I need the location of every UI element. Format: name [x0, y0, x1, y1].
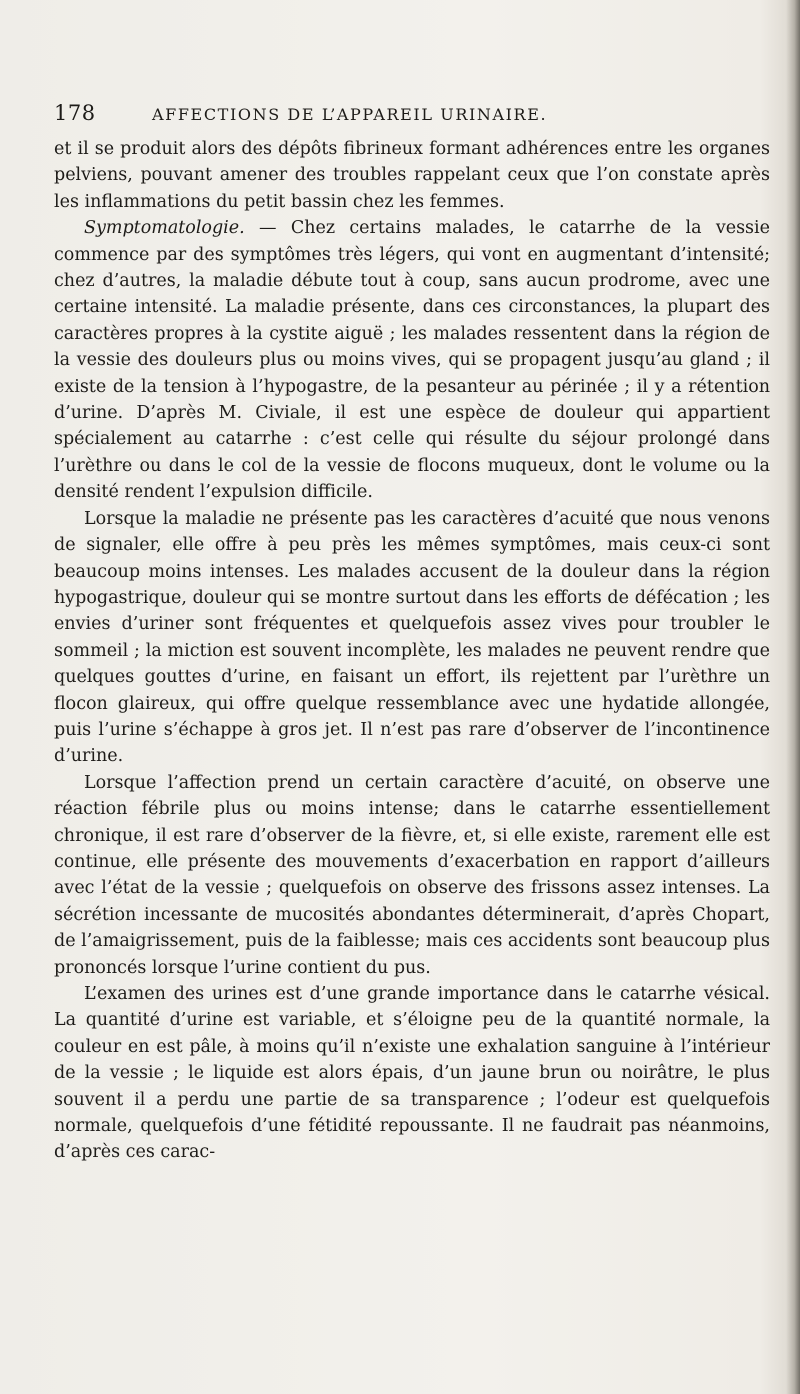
paragraph-text: Lorsque l’affection prend un certain caractère d’acuité, on observe une réaction fébrile plus ou moins intense; dans le catarrhe essentiellement chronique, il est rare d’observer de la fièvre, et, si elle existe, rarement elle est continue, elle présente des mouvements d’exacerbation en rapport d’ailleurs avec l’état de la vessie ; quelquefois on observe des frissons assez intenses. La sécrétion incessante de mucosités abondantes déterminerait, d’après Chopart, de l’amaigrissement, puis de la faiblesse; mais ces accidents sont beaucoup plus prononcés lorsque l’urine contient du pus. [54, 772, 770, 978]
paragraph-urine-exam [54, 981, 770, 1166]
paragraph-chronic-symptoms [54, 506, 770, 770]
section-title: Symptomatologie. [84, 218, 245, 239]
running-title: AFFECTIONS DE L’APPAREIL URINAIRE. [152, 105, 548, 124]
paragraph-symptomatologie [54, 215, 770, 505]
paragraph-text: — Chez certains malades, le catarrhe de la vessie commence par des symptômes très légers, qui vont en augmentant d’intensité; chez d’autres, la maladie débute tout à coup, sans aucun prodrome, avec une certaine intensité. La maladie présente, dans ces circonstances, la plupart des caractères propres à la cystite aiguë ; les malades ressentent dans la région de la vessie des douleurs plus ou moins vives, qui se propagent jusqu’au gland ; il existe de la tension à l’hypogastre, de la pesanteur au périnée ; il y a rétention d’urine. D’après M. Civiale, il est une espèce de douleur qui appartient spécialement au catarrhe : c’est celle qui résulte du séjour prolongé dans l’urèthre ou dans le col de la vessie de flocons muqueux, dont le volume ou la densité rendent l’expulsion difficile. [54, 218, 770, 503]
paragraph-text: Lorsque la maladie ne présente pas les caractères d’acuité que nous venons de signaler, elle offre à peu près les mêmes symptômes, mais ceux-ci sont beaucoup moins intenses. Les malades accusent de la douleur dans la région hypogastrique, douleur qui se montre surtout dans les efforts de défécation ; les envies d’uriner sont fréquentes et quelquefois assez vives pour troubler le sommeil ; la miction est souvent incomplète, les malades ne peuvent rendre que quelques gouttes d’urine, en faisant un effort, ils rejettent par l’urèthre un flocon glaireux, qui offre quelque ressemblance avec une hydatide allongée, puis l’urine s’échappe à gros jet. Il n’est pas rare d’observer de l’incontinence d’urine. [54, 508, 770, 767]
paragraph-continuation [54, 136, 770, 215]
paragraph-text: et il se produit alors des dépôts fibrineux formant adhérences entre les organes pelviens, pouvant amener des troubles rappelant ceux que l’on constate après les inflammations du petit bassin chez les femmes. [54, 139, 770, 212]
page-number: 178 [54, 101, 96, 125]
page-header [54, 101, 774, 131]
page-binding-edge [786, 0, 800, 1394]
paragraph-fever [54, 770, 770, 981]
paragraph-text: L’examen des urines est d’une grande importance dans le catarrhe vésical. La quantité d’urine est variable, et s’éloigne peu de la quantité normale, la couleur en est pâle, à moins qu’il n’existe une exhalation sanguine à l’intérieur de la vessie ; le liquide est alors épais, d’un jaune brun ou noirâtre, le plus souvent il a perdu une partie de sa transparence ; l’odeur est quelquefois normale, quelquefois d’une fétidité repoussante. Il ne faudrait pas néanmoins, d’après ces carac- [54, 984, 770, 1163]
body-text [54, 136, 770, 1166]
